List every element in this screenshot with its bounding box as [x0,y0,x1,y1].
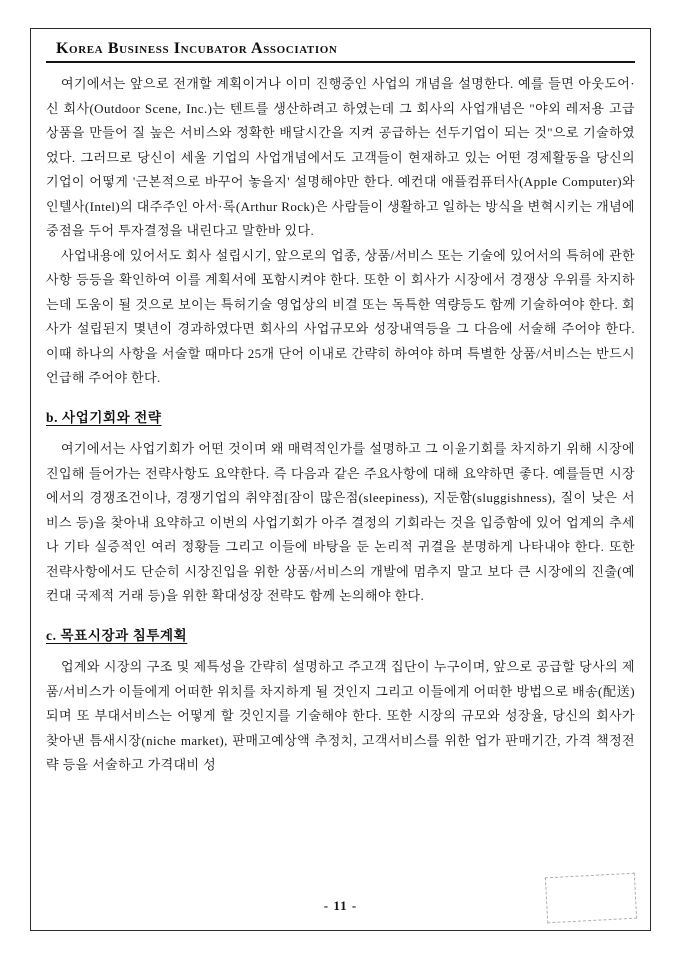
organization-title: Korea Business Incubator Association [56,40,338,57]
document-page-frame [30,28,651,931]
paragraph-opportunity-strategy: 여기에서는 사업기회가 어떤 것이며 왜 매력적인가를 설명하고 그 이윤기회를 차지하기 위해 시장에 진입해 들어가는 전략사항도 요약한다. 즉 다음과 같은 주요사항에 대해 요약하면 좋다. 예를들면 시장에서의 경쟁조건이나, 경쟁기업의 취약점[잠이 많은점(sleepiness), 지둔함(sluggishness), 질이 낮은 서비스 등)을 찾아내 요약하고 이번의 사업기회가 아주 결정의 기회라는 것을 입증함에 있어 업계의 추세나 기타 실증적인 여러 정황들 그리고 이들에 바탕을 둔 논리적 귀결을 분명하게 나타내야 한다. 또한 전략사항에서도 단순히 시장진입을 위한 상품/서비스의 개발에 멈추지 말고 보다 큰 시장에의 진출(예컨대 국제적 거래 등)을 위한 확대성장 전략도 함께 논의해야 한다. [46,441,635,603]
page-header [46,40,635,63]
paragraph-business-concept: 여기에서는 앞으로 전개할 계획이거나 이미 진행중인 사업의 개념을 설명한다. 예를 들면 아웃도어·신 회사(Outdoor Scene, Inc.)는 텐트를 생산하려고 하였는데 그 회사의 사업개념은 "야외 레저용 고급 상품을 만들어 질 높은 서비스와 정확한 배달시간을 지켜 공급하는 선두기업이 되는 것"으로 기술하였었다. 그러므로 당신이 세울 기업의 사업개념에서도 고객들이 현재하고 있는 어떤 경제활동을 당신의 기업이 어떻게 '근본적으로 바꾸어 놓을지' 설명해야만 한다. 예컨대 애플컴퓨터사(Apple Computer)와 인텔사(Intel)의 대주주인 아서·록(Arthur Rock)은 사람들이 생활하고 일하는 방식을 변혁시키는 개념에 중점을 두어 투자결정을 내린다고 말한바 있다. [46,76,635,238]
paragraph-business-details: 사업내용에 있어서도 회사 설립시기, 앞으로의 업종, 상품/서비스 또는 기술에 있어서의 특허에 관한 사항 등등을 확인하여 이를 계획서에 포함시켜야 한다. 또한 이 회사가 시장에서 경쟁상 우위를 차지하는데 도움이 될 것으로 보이는 특허기술 영업상의 비결 또는 독특한 역량등도 함께 기술하여야 한다. 회사가 설립된지 몇년이 경과하였다면 회사의 사업규모와 성장내역등을 그 다음에 서술해 주어야 한다. 이때 하나의 사항을 서술할 때마다 25개 단어 이내로 간략히 하여야 하며 특별한 상품/서비스는 반드시 언급해 주어야 한다. [46,247,635,385]
page-number: - 11 - [323,898,358,913]
stamp-placeholder-box [545,873,637,924]
header-rule [46,61,635,63]
section-heading-opportunity-strategy: b. 사업기회와 전략 [46,409,162,425]
paragraph-target-market: 업계와 시장의 구조 및 제특성을 간략히 설명하고 주고객 집단이 누구이며, 앞으로 공급할 당사의 제품/서비스가 이들에게 어떠한 위치를 차지하게 될 것인지 그리고 이들에게 어떠한 방법으로 배송(配送)되며 또 부대서비스는 어떻게 할 것인지를 기술해야 한다. 또한 시장의 규모와 성장율, 당신의 회사가 찾아낸 틈새시장(niche market), 판매고예상액 추정치, 고객서비스를 위한 업가 판매기간, 가격 책정전략 등을 서술하고 가격대비 성 [46,659,635,772]
section-heading-target-market: c. 목표시장과 침투계획 [46,627,188,643]
document-body [46,72,635,778]
